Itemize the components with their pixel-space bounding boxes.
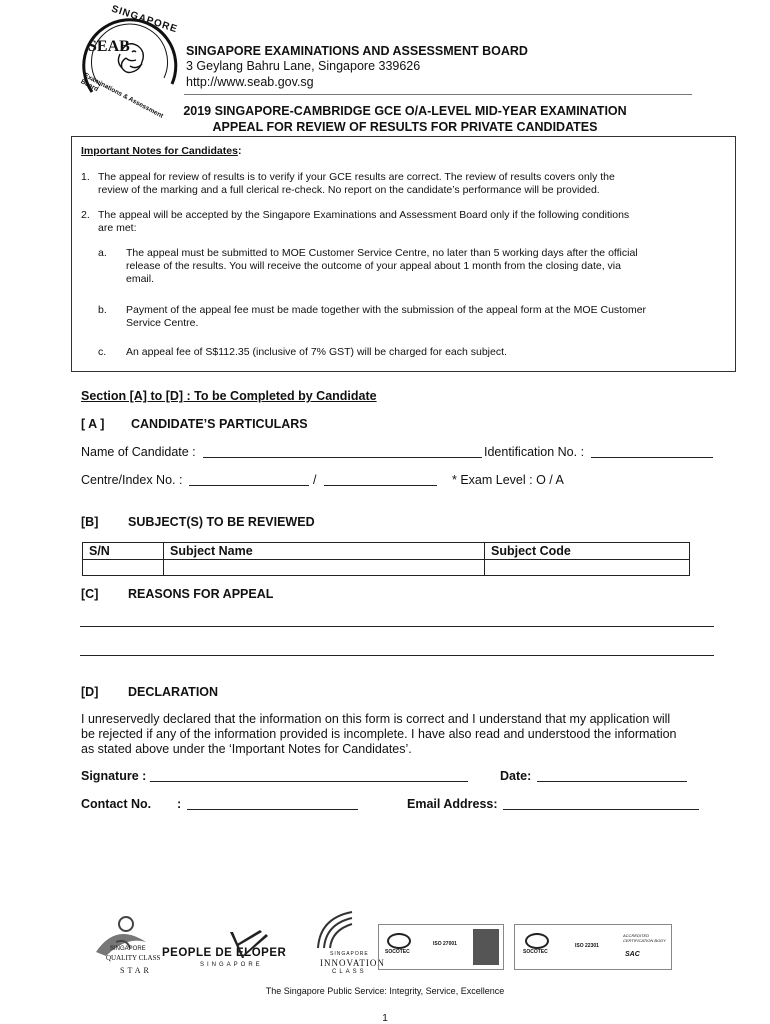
contact-label: Contact No. [81, 797, 152, 811]
exam-level[interactable]: * Exam Level : O / A [452, 473, 564, 487]
note-a-line1: The appeal must be submitted to MOE Customer Service Centre, no later than 5 working days after the official [126, 247, 638, 259]
people-developer-sub: SINGAPORE [200, 962, 263, 968]
accreditation-badge-icon [473, 929, 499, 965]
subjects-table [82, 542, 690, 576]
col-sn: S/N [83, 543, 164, 560]
subject-code-cell[interactable] [485, 560, 690, 576]
section-c-title: REASONS FOR APPEAL [128, 587, 274, 601]
exam-title [170, 103, 640, 135]
section-a-label: [ A ] [81, 417, 105, 431]
section-c-label: [C] [81, 587, 99, 601]
sn-cell[interactable] [83, 560, 164, 576]
note-b-line1: Payment of the appeal fee must be made together with the submission of the appeal form at the MOE Customer [126, 304, 647, 316]
section-b-label: [B] [81, 515, 99, 529]
note-c-line1: An appeal fee of S$112.35 (inclusive of 7% GST) will be charged for each subject. [126, 346, 507, 358]
section-heading: Section [A] to [D] : To be Completed by Candidate [81, 389, 377, 403]
innovation-class-logo [312, 908, 358, 952]
section-a-title: CANDIDATE’S PARTICULARS [131, 417, 308, 431]
reason-line-1[interactable] [80, 626, 714, 627]
section-d-label: [D] [81, 685, 99, 699]
socotec-mark-icon [387, 933, 411, 949]
cert2-iso: ISO 22301 [575, 943, 599, 949]
notes-heading-text: Important Notes for Candidates [81, 145, 238, 157]
declaration-line1: I unreservedly declared that the information on this form is correct and I understand that my application will [81, 712, 671, 726]
sqc-line1: SINGAPORE [110, 946, 146, 952]
col-subject-name: Subject Name [164, 543, 485, 560]
signature-label: Signature : [81, 769, 147, 783]
declaration-line2: be rejected if any of the information provided is incomplete. I have also read and understood the information [81, 727, 677, 741]
note-b-label: b. [98, 304, 107, 316]
sic-line2: INNOVATION [320, 958, 385, 968]
iso-22301-certificate [514, 924, 672, 970]
identification-field[interactable] [591, 445, 713, 458]
centre-no-field[interactable] [189, 473, 309, 486]
table-header-row [83, 543, 690, 560]
sqc-line3: STAR [120, 966, 152, 975]
date-label: Date: [500, 769, 532, 783]
note-1-number: 1. [81, 171, 90, 183]
reason-line-2[interactable] [80, 655, 714, 656]
note-c-label: c. [98, 346, 107, 358]
org-address: 3 Geylang Bahru Lane, Singapore 339626 [186, 59, 421, 73]
col-subject-code: Subject Code [485, 543, 690, 560]
centre-index-slash: / [313, 473, 317, 487]
table-row[interactable] [83, 560, 690, 576]
sic-line1: SINGAPORE [330, 951, 369, 957]
note-a-label: a. [98, 247, 107, 259]
candidate-name-field[interactable] [203, 445, 482, 458]
candidate-name-label: Name of Candidate : [81, 445, 196, 459]
cert1-iso: ISO 27001 [433, 941, 457, 947]
cert2-body: ACCREDITED CERTIFICATION BODY [623, 933, 666, 943]
email-field[interactable] [503, 797, 699, 810]
notes-heading-colon: : [237, 145, 242, 157]
people-developer-title: PEOPLE DE ELOPER [162, 947, 287, 959]
org-name: SINGAPORE EXAMINATIONS AND ASSESSMENT BOARD [186, 44, 528, 58]
index-no-field[interactable] [324, 473, 437, 486]
page-number: 1 [382, 1013, 388, 1024]
exam-title-line1: 2019 SINGAPORE-CAMBRIDGE GCE O/A-LEVEL MID-YEAR EXAMINATION [183, 104, 627, 118]
centre-index-label: Centre/Index No. : [81, 473, 183, 487]
socotec-mark-icon [525, 933, 549, 949]
section-b-title: SUBJECT(S) TO BE REVIEWED [128, 515, 315, 529]
note-b-line2: Service Centre. [126, 317, 199, 329]
footer-tagline: The Singapore Public Service: Integrity, Service, Excellence [265, 986, 505, 996]
note-1-line1: The appeal for review of results is to verify if your GCE results are correct. The review of results covers only the [98, 171, 615, 183]
contact-colon: : [177, 797, 182, 811]
sic-line3: CLASS [332, 969, 367, 975]
section-d-title: DECLARATION [128, 685, 219, 699]
note-a-line3: email. [126, 273, 155, 285]
identification-label: Identification No. : [484, 445, 585, 459]
iso-27001-certificate [378, 924, 504, 970]
note-2-number: 2. [81, 209, 90, 221]
logo-subtext: Examinations & Assessment Board [79, 72, 165, 120]
note-2-line2: are met: [98, 222, 137, 234]
subject-name-cell[interactable] [164, 560, 485, 576]
logo-ring-text: SINGAPORE [109, 3, 180, 36]
note-2-line1: The appeal will be accepted by the Singapore Examinations and Assessment Board only if the following conditions [98, 209, 630, 221]
sac-mark: SAC [625, 951, 640, 958]
note-1-line2: review of the marking and a full clerical re-check. No report on the candidate’s performance will be provided. [98, 184, 600, 196]
people-developer-mark [222, 928, 272, 962]
org-website[interactable]: http://www.seab.gov.sg [186, 75, 314, 89]
cert2-brand: SOCOTEC [523, 949, 548, 955]
exam-title-line2: APPEAL FOR REVIEW OF RESULTS FOR PRIVATE CANDIDATES [212, 120, 598, 134]
signature-field[interactable] [150, 769, 468, 782]
header-divider [184, 94, 692, 95]
sqc-line2: QUALITY CLASS [106, 954, 161, 962]
date-field[interactable] [537, 769, 687, 782]
contact-field[interactable] [187, 797, 358, 810]
cert1-brand: SOCOTEC [385, 949, 410, 955]
note-a-line2: release of the results. You will receive the outcome of your appeal about 1 month from the closing date, via [126, 260, 621, 272]
notes-heading [81, 145, 241, 157]
email-label: Email Address: [407, 797, 498, 811]
logo-brand: SEAB [88, 38, 130, 55]
declaration-line3: as stated above under the ‘Important Notes for Candidates’. [81, 742, 412, 756]
